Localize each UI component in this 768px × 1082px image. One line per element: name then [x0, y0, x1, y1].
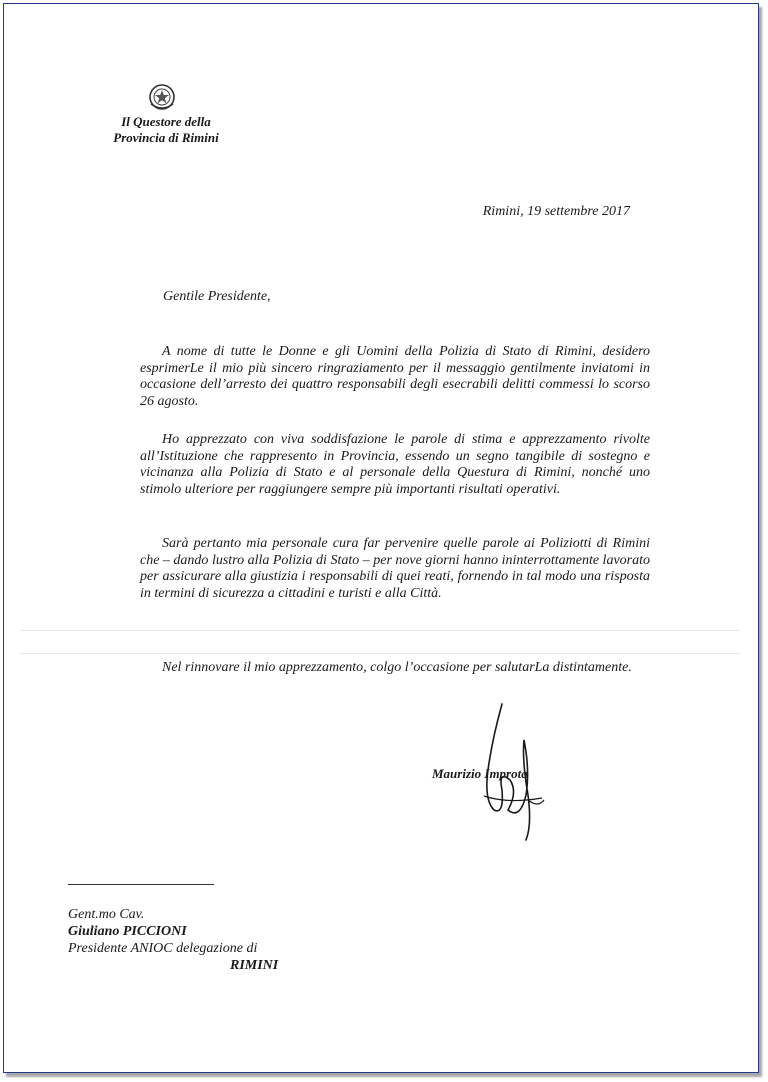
letterhead-line-2: Provincia di Rimini [113, 130, 219, 145]
handwritten-signature [458, 700, 568, 850]
signatory-name: Maurizio Improta [432, 766, 528, 781]
salutation: Gentile Presidente, [163, 289, 271, 304]
recipient-divider [68, 884, 214, 885]
recipient-name: Giuliano PICCIONI [68, 924, 187, 939]
paragraph-2-text: Ho apprezzato con viva soddisfazione le parole di stima e apprezzamento rivolte all’Istituzione che rappresento in Provincia, essendo un segno tangibile di sostegno e vicinanza alla Polizia di Stato e al personale della Questura di Rimini, nonché uno stimolo ulteriore per raggiungere sempre più importanti risultati operativi. [140, 432, 650, 497]
scan-fold-line [20, 630, 740, 631]
letterhead [96, 114, 236, 146]
paragraph-1 [140, 344, 650, 410]
paragraph-2 [140, 432, 650, 498]
letter-date: Rimini, 19 settembre 2017 [482, 204, 630, 219]
recipient-city: RIMINI [230, 958, 279, 973]
recipient-title: Gent.mo Cav. [68, 907, 145, 922]
italian-republic-emblem-icon [147, 82, 177, 112]
letterhead-line-1: Il Questore della [121, 114, 211, 129]
scan-fold-line [20, 653, 740, 654]
paragraph-1-text: A nome di tutte le Donne e gli Uomini della Polizia di Stato di Rimini, desidero esprimerLe il mio più sincero ringraziamento per il messaggio gentilmente inviatomi in occasione dell’arresto dei quattro responsabili degli esecrabili delitti commessi lo scorso 26 agosto. [140, 344, 650, 409]
paragraph-3-text: Sarà pertanto mia personale cura far pervenire quelle parole ai Poliziotti di Rimini che – dando lustro alla Polizia di Stato – per nove giorni hanno ininterrottamente lavorato per assicurare alla giustizia i responsabili di quei reati, fornendo in tal modo una risposta in termini di sicurezza a cittadini e turisti e alla Città. [140, 536, 650, 601]
recipient-block [68, 906, 278, 974]
closing-paragraph [140, 660, 650, 677]
closing-paragraph-text: Nel rinnovare il mio apprezzamento, colgo l’occasione per salutarLa distintamente. [162, 660, 632, 675]
paragraph-3 [140, 536, 650, 602]
recipient-role: Presidente ANIOC delegazione di [68, 941, 258, 956]
